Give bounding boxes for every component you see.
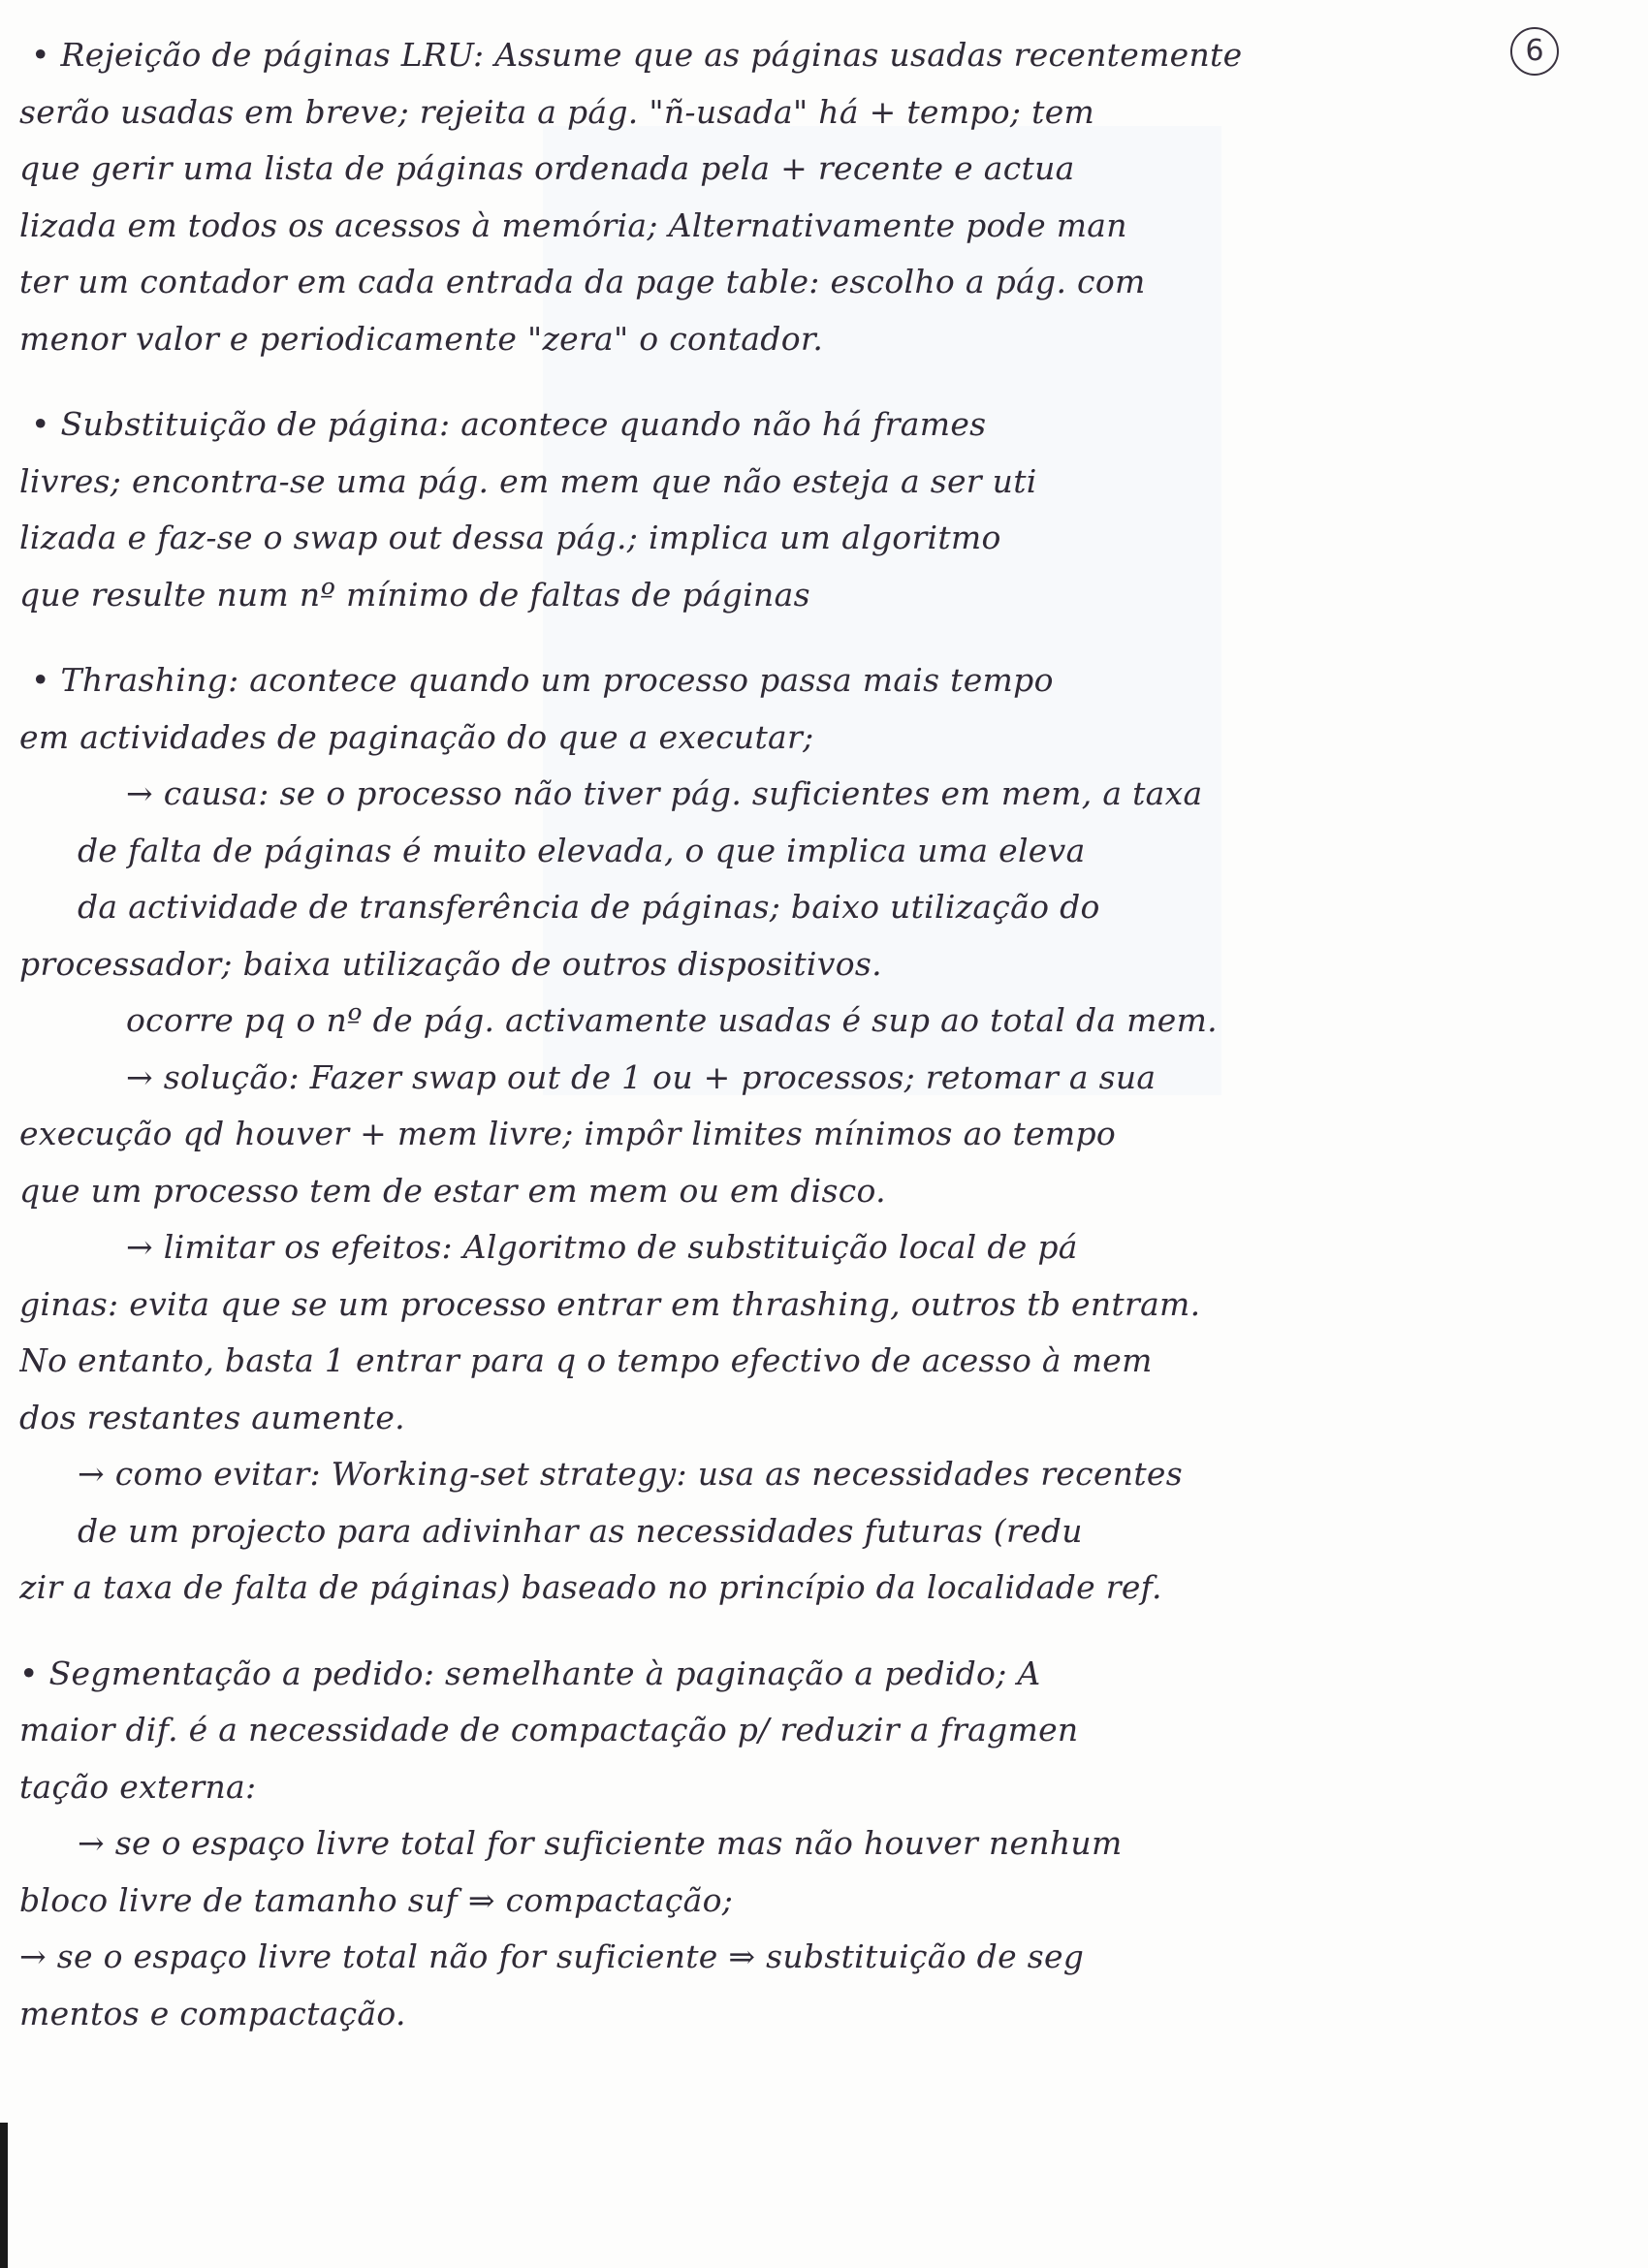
note-line: → se o espaço livre total for suficiente mas não houver nenhum xyxy=(78,1824,1123,1862)
page-number: 6 xyxy=(1510,27,1559,76)
note-line: maior dif. é a necessidade de compactação p/ reduzir a fragmen xyxy=(19,1711,1079,1748)
note-line: que gerir uma lista de páginas ordenada pela + recente e actua xyxy=(19,149,1075,187)
note-line: de um projecto para adivinhar as necessidades futuras (redu xyxy=(78,1511,1083,1550)
note-line: ocorre pq o nº de pág. activamente usadas é sup ao total da mem. xyxy=(126,1001,1218,1039)
note-line: que resulte num nº mínimo de faltas de páginas xyxy=(19,575,810,614)
handwritten-notes xyxy=(19,27,1585,2042)
note-line: • Segmentação a pedido: semelhante à paginação a pedido; A xyxy=(19,1654,1041,1692)
note-line: execução qd houver + mem livre; impôr limites mínimos ao tempo xyxy=(19,1115,1117,1152)
note-line: serão usadas em breve; rejeita a pág. "ñ-usada" há + tempo; tem xyxy=(19,92,1095,131)
note-line: → como evitar: Working-set strategy: usa as necessidades recentes xyxy=(78,1455,1183,1493)
note-line: → causa: se o processo não tiver pág. suficientes em mem, a taxa xyxy=(126,774,1203,812)
note-line: de falta de páginas é muito elevada, o que implica uma eleva xyxy=(78,831,1086,869)
note-line: tação externa: xyxy=(19,1767,257,1806)
note-line: menor valor e periodicamente "zera" o contador. xyxy=(19,319,824,358)
note-line: em actividades de paginação do que a executar; xyxy=(19,717,814,756)
note-line: → solução: Fazer swap out de 1 ou + processos; retomar a sua xyxy=(126,1057,1157,1096)
note-line: • Thrashing: acontece quando um processo passa mais tempo xyxy=(31,661,1054,699)
note-line: dos restantes aumente. xyxy=(19,1398,405,1436)
note-line: • Substituição de página: acontece quando não há frames xyxy=(31,405,987,443)
note-line: ter um contador em cada entrada da page table: escolho a pág. com xyxy=(19,263,1146,300)
note-line: da actividade de transferência de páginas; baixo utilização do xyxy=(78,888,1100,926)
note-line: • Rejeição de páginas LRU: Assume que as páginas usadas recentemente xyxy=(31,36,1243,74)
note-line: lizada e faz-se o swap out dessa pág.; implica um algoritmo xyxy=(19,519,1001,556)
note-line: mentos e compactação. xyxy=(19,1994,406,2032)
note-line: bloco livre de tamanho suf ⇒ compactação; xyxy=(19,1880,734,1919)
note-line: lizada em todos os acessos à memória; Alternativamente pode man xyxy=(19,205,1127,244)
note-line: que um processo tem de estar em mem ou em disco. xyxy=(19,1171,886,1210)
note-line: No entanto, basta 1 entrar para q o tempo efectivo de acesso à mem xyxy=(19,1341,1153,1379)
note-line: zir a taxa de falta de páginas) baseado no princípio da localidade ref. xyxy=(19,1568,1162,1606)
note-line: ginas: evita que se um processo entrar em thrashing, outros tb entram. xyxy=(19,1284,1201,1323)
note-line: processador; baixa utilização de outros dispositivos. xyxy=(19,944,882,983)
note-line: → limitar os efeitos: Algoritmo de substituição local de pá xyxy=(126,1228,1078,1266)
scan-edge-shadow xyxy=(0,2123,8,2268)
note-line: → se o espaço livre total não for suficiente ⇒ substituição de seg xyxy=(19,1937,1085,1975)
note-line: livres; encontra-se uma pág. em mem que não esteja a ser uti xyxy=(19,461,1037,500)
